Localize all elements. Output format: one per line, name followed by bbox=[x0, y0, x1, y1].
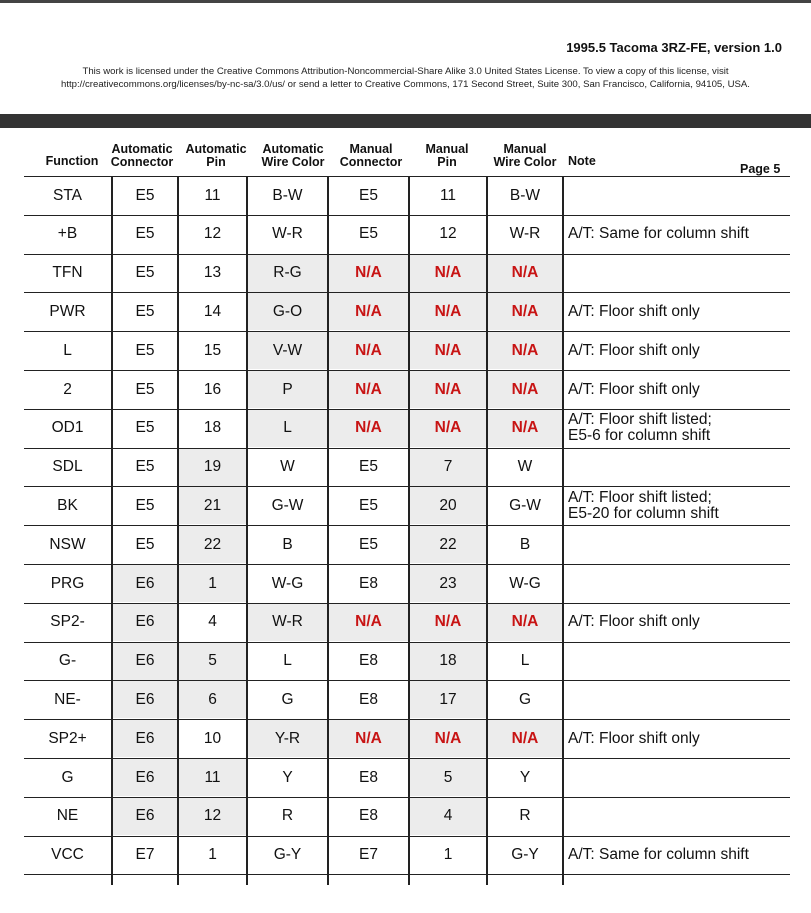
table-row bbox=[24, 215, 790, 254]
cell-a-conn: E6 bbox=[113, 643, 177, 680]
note-line: A/T: Floor shift listed; bbox=[568, 488, 712, 506]
cell-m-conn: E5 bbox=[359, 496, 378, 514]
cell-m-wire: G-Y bbox=[511, 846, 539, 864]
column-divider bbox=[408, 177, 410, 885]
cell-function: OD1 bbox=[51, 419, 84, 437]
cell-a-conn: E5 bbox=[135, 225, 155, 243]
header-auto-wire: Automatic Wire Color bbox=[261, 142, 325, 169]
cell-m-pin: N/A bbox=[410, 255, 486, 292]
cell-function: STA bbox=[53, 186, 82, 204]
cell-note bbox=[568, 526, 790, 563]
cell-note bbox=[568, 293, 790, 330]
cell-function: +B bbox=[57, 225, 78, 243]
cell-a-wire: R bbox=[281, 807, 294, 825]
cell-a-pin: 15 bbox=[203, 341, 222, 359]
column-divider bbox=[486, 177, 488, 885]
cell-note bbox=[568, 720, 790, 757]
table-row-partial bbox=[24, 874, 790, 913]
cell-m-wire: B-W bbox=[509, 186, 541, 204]
cell-note bbox=[568, 798, 790, 835]
cell-m-pin: N/A bbox=[410, 720, 486, 757]
table-row bbox=[24, 564, 790, 603]
cell-a-wire: R-G bbox=[248, 255, 327, 292]
cell-a-wire: B-W bbox=[272, 186, 303, 204]
cell-a-conn: E5 bbox=[135, 186, 155, 204]
cell-function: NE- bbox=[54, 690, 81, 708]
table-row bbox=[24, 331, 790, 370]
header-band bbox=[0, 114, 811, 128]
cell-function: SP2+ bbox=[48, 729, 87, 747]
cell-m-wire: N/A bbox=[488, 255, 562, 292]
cell-a-wire: B bbox=[282, 535, 293, 553]
cell-a-pin: 13 bbox=[203, 264, 222, 282]
cell-m-conn: N/A bbox=[329, 604, 408, 641]
license-line-2: http://creativecommons.org/licenses/by-nc-sa/3.0/us/ or send a letter to Creative Commons, 171 Second Street, Suite 300, San Francisco, California, 94105, USA. bbox=[61, 78, 750, 90]
column-divider bbox=[111, 177, 113, 885]
cell-a-pin: 14 bbox=[203, 302, 222, 320]
cell-m-pin: 4 bbox=[410, 798, 486, 835]
cell-m-wire: N/A bbox=[488, 371, 562, 408]
column-divider bbox=[177, 177, 179, 885]
cell-m-pin: 23 bbox=[410, 565, 486, 602]
cell-a-wire: Y-R bbox=[248, 720, 327, 757]
cell-a-pin: 18 bbox=[203, 419, 222, 437]
cell-a-pin: 1 bbox=[179, 565, 246, 602]
table-row bbox=[24, 719, 790, 758]
cell-note bbox=[568, 643, 790, 680]
cell-a-wire: V-W bbox=[248, 332, 327, 369]
cell-m-pin: 12 bbox=[439, 225, 457, 243]
cell-a-conn: E5 bbox=[135, 380, 155, 398]
cell-a-conn: E6 bbox=[113, 798, 177, 835]
cell-a-pin: 22 bbox=[179, 526, 246, 563]
cell-note bbox=[568, 255, 790, 292]
cell-m-wire: W bbox=[517, 458, 533, 476]
cell-function: 2 bbox=[63, 380, 72, 398]
column-divider bbox=[327, 177, 329, 885]
cell-m-pin: 18 bbox=[410, 643, 486, 680]
cell-a-wire: L bbox=[283, 652, 292, 670]
table-row bbox=[24, 448, 790, 487]
cell-note bbox=[568, 449, 790, 486]
table-row bbox=[24, 642, 790, 681]
cell-m-wire: N/A bbox=[488, 332, 562, 369]
top-rule bbox=[0, 0, 811, 3]
table-row bbox=[24, 486, 790, 525]
cell-m-wire: N/A bbox=[488, 720, 562, 757]
cell-m-pin: 7 bbox=[410, 449, 486, 486]
cell-a-wire: G bbox=[281, 690, 294, 708]
cell-m-wire: G bbox=[518, 690, 532, 708]
cell-a-wire: W-R bbox=[248, 604, 327, 641]
cell-note bbox=[568, 681, 790, 718]
cell-m-wire: R bbox=[519, 807, 531, 825]
cell-m-wire: L bbox=[520, 652, 530, 670]
cell-function: SP2- bbox=[50, 613, 85, 631]
header-auto-connector: Automatic Connector bbox=[110, 142, 174, 169]
cell-m-pin: 11 bbox=[439, 186, 457, 204]
cell-function: G bbox=[61, 768, 74, 786]
note-line: A/T: Same for column shift bbox=[568, 225, 749, 243]
cell-note bbox=[568, 216, 790, 253]
cell-function: PRG bbox=[50, 574, 85, 592]
note-line: A/T: Floor shift only bbox=[568, 302, 700, 320]
cell-a-pin: 12 bbox=[203, 225, 222, 243]
cell-a-pin: 19 bbox=[179, 449, 246, 486]
cell-note bbox=[568, 410, 790, 447]
cell-a-conn: E5 bbox=[135, 458, 155, 476]
cell-a-conn: E5 bbox=[135, 341, 155, 359]
cell-a-wire: G-O bbox=[248, 293, 327, 330]
cell-m-pin: N/A bbox=[410, 410, 486, 447]
cell-a-pin: 12 bbox=[179, 798, 246, 835]
cell-a-pin: 5 bbox=[179, 643, 246, 680]
cell-a-conn: E6 bbox=[113, 759, 177, 796]
note-line: A/T: Same for column shift bbox=[568, 846, 749, 864]
cell-a-wire: P bbox=[248, 371, 327, 408]
cell-function: L bbox=[63, 341, 72, 359]
cell-m-wire: B bbox=[519, 535, 531, 553]
cell-a-pin: 11 bbox=[179, 759, 246, 796]
table-row bbox=[24, 409, 790, 448]
cell-function: TFN bbox=[52, 264, 83, 282]
table-row bbox=[24, 797, 790, 836]
cell-a-pin: 16 bbox=[203, 380, 222, 398]
note-line: E5-20 for column shift bbox=[568, 504, 719, 522]
cell-a-conn: E5 bbox=[135, 419, 155, 437]
cell-a-pin: 6 bbox=[179, 681, 246, 718]
cell-m-conn: N/A bbox=[329, 332, 408, 369]
header-auto-pin: Automatic Pin bbox=[185, 142, 247, 169]
cell-m-wire: N/A bbox=[488, 410, 562, 447]
cell-m-wire: N/A bbox=[488, 293, 562, 330]
cell-m-conn: E8 bbox=[359, 574, 378, 592]
cell-m-conn: E8 bbox=[359, 768, 378, 786]
cell-a-wire: W-G bbox=[271, 574, 304, 592]
cell-m-wire: W-G bbox=[509, 574, 541, 592]
cell-a-wire: W-R bbox=[272, 225, 303, 243]
cell-function: PWR bbox=[49, 302, 86, 320]
cell-function: VCC bbox=[51, 846, 84, 864]
cell-a-conn: E5 bbox=[135, 535, 155, 553]
cell-note bbox=[568, 332, 790, 369]
license-text bbox=[0, 66, 811, 91]
cell-a-conn: E5 bbox=[135, 264, 155, 282]
note-line: A/T: Floor shift only bbox=[568, 729, 700, 747]
note-line: A/T: Floor shift only bbox=[568, 341, 700, 359]
cell-function: NSW bbox=[49, 535, 86, 553]
table-row bbox=[24, 292, 790, 331]
cell-a-conn: E5 bbox=[135, 496, 155, 514]
cell-m-conn: E5 bbox=[359, 225, 378, 243]
cell-a-pin: 10 bbox=[203, 729, 222, 747]
cell-a-pin: 21 bbox=[179, 487, 246, 524]
cell-function: G- bbox=[58, 652, 77, 670]
cell-note bbox=[568, 837, 790, 874]
cell-m-conn: N/A bbox=[329, 371, 408, 408]
cell-m-conn: E8 bbox=[359, 690, 378, 708]
table-row bbox=[24, 680, 790, 719]
cell-a-wire: G-Y bbox=[273, 846, 302, 864]
cell-m-pin: 20 bbox=[410, 487, 486, 524]
cell-m-wire: W-R bbox=[509, 225, 541, 243]
cell-m-conn: E8 bbox=[359, 652, 378, 670]
table-row bbox=[24, 525, 790, 564]
cell-a-wire: Y bbox=[282, 768, 293, 786]
cell-a-conn: E5 bbox=[135, 302, 155, 320]
cell-note bbox=[568, 604, 790, 641]
cell-a-conn: E6 bbox=[113, 720, 177, 757]
cell-function: SDL bbox=[52, 458, 83, 476]
license-line-1: This work is licensed under the Creative Commons Attribution-Noncommercial-Share Alike 3.0 United States License. To view a copy of this license, visit bbox=[82, 66, 729, 77]
table-row bbox=[24, 370, 790, 409]
column-divider bbox=[246, 177, 248, 885]
cell-m-wire: G-W bbox=[509, 496, 541, 514]
cell-m-conn: E8 bbox=[359, 807, 378, 825]
header-manual-wire: Manual Wire Color bbox=[493, 142, 557, 169]
cell-a-wire: W bbox=[280, 458, 295, 476]
cell-m-conn: N/A bbox=[329, 410, 408, 447]
note-line: A/T: Floor shift only bbox=[568, 613, 700, 631]
note-line: A/T: Floor shift listed; bbox=[568, 411, 712, 429]
table-row bbox=[24, 176, 790, 215]
table-row bbox=[24, 758, 790, 797]
cell-m-wire: Y bbox=[519, 768, 531, 786]
cell-m-conn: E5 bbox=[359, 458, 378, 476]
document-title: 1995.5 Tacoma 3RZ-FE, version 1.0 bbox=[566, 40, 782, 55]
cell-m-pin: N/A bbox=[410, 293, 486, 330]
note-line: E5-6 for column shift bbox=[568, 427, 711, 445]
cell-m-conn: N/A bbox=[329, 720, 408, 757]
table-row bbox=[24, 254, 790, 293]
cell-m-conn: N/A bbox=[329, 293, 408, 330]
cell-a-conn: E7 bbox=[135, 846, 155, 864]
cell-a-conn: E6 bbox=[113, 681, 177, 718]
cell-function: BK bbox=[57, 496, 78, 514]
cell-a-pin: 4 bbox=[208, 613, 217, 631]
note-line: A/T: Floor shift only bbox=[568, 380, 700, 398]
cell-a-wire: G-W bbox=[271, 496, 304, 514]
column-divider bbox=[562, 177, 564, 885]
cell-note bbox=[568, 177, 790, 214]
table-row bbox=[24, 603, 790, 642]
cell-a-pin: 1 bbox=[208, 846, 217, 864]
header-manual-connector: Manual Connector bbox=[339, 142, 403, 169]
cell-note bbox=[568, 487, 790, 524]
cell-m-wire: N/A bbox=[488, 604, 562, 641]
cell-m-conn: N/A bbox=[329, 255, 408, 292]
page-number: Page 5 bbox=[740, 162, 781, 176]
cell-m-pin: 22 bbox=[410, 526, 486, 563]
cell-a-wire: L bbox=[248, 410, 327, 447]
cell-a-pin: 11 bbox=[204, 186, 221, 204]
cell-note bbox=[568, 759, 790, 796]
cell-m-conn: E5 bbox=[359, 186, 378, 204]
cell-m-pin: N/A bbox=[410, 604, 486, 641]
cell-m-pin: 5 bbox=[410, 759, 486, 796]
header-manual-pin: Manual Pin bbox=[425, 142, 469, 169]
cell-function: NE bbox=[56, 807, 79, 825]
cell-a-conn: E6 bbox=[113, 565, 177, 602]
cell-m-pin: 1 bbox=[443, 846, 453, 864]
cell-note bbox=[568, 565, 790, 602]
cell-note bbox=[568, 371, 790, 408]
cell-m-conn: E5 bbox=[359, 535, 378, 553]
header-note: Note bbox=[568, 154, 596, 168]
header-function: Function bbox=[45, 154, 99, 168]
cell-m-pin: N/A bbox=[410, 332, 486, 369]
cell-a-conn: E6 bbox=[113, 604, 177, 641]
cell-m-pin: 17 bbox=[410, 681, 486, 718]
cell-m-pin: N/A bbox=[410, 371, 486, 408]
cell-m-conn: E7 bbox=[359, 846, 378, 864]
table-row bbox=[24, 836, 790, 875]
